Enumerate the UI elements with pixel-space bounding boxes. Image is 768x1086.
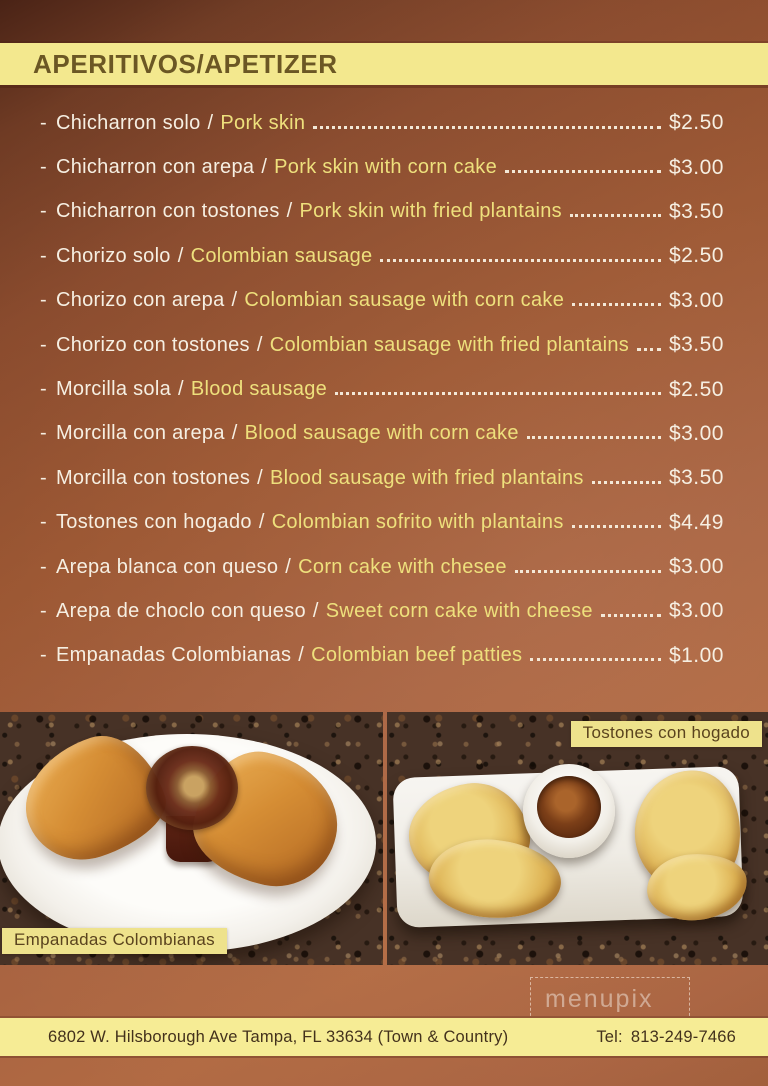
item-dash: - — [40, 378, 47, 401]
item-name-english: Blood sausage with fried plantains — [270, 466, 584, 489]
item-name-english: Blood sausage — [190, 378, 328, 401]
item-separator: / — [231, 422, 238, 445]
item-dash: - — [40, 511, 47, 534]
tel-number: 813-249-7466 — [630, 1027, 736, 1046]
item-name-english: Colombian sofrito with plantains — [271, 511, 564, 534]
dotted-leader — [530, 658, 661, 661]
item-name-spanish: Arepa de choclo con queso — [55, 599, 306, 622]
item-dash: - — [40, 289, 47, 312]
dotted-leader — [570, 214, 661, 217]
dotted-leader — [637, 348, 661, 351]
footer-address: 6802 W. Hilsborough Ave Tampa, FL 33634 (Town & Country) — [48, 1027, 509, 1046]
dotted-leader — [601, 614, 661, 617]
item-price: $3.00 — [668, 155, 724, 179]
dotted-leader — [592, 481, 661, 484]
item-dash: - — [40, 644, 47, 667]
item-price: $3.00 — [668, 421, 724, 445]
item-separator: / — [207, 111, 214, 134]
item-price: $3.00 — [668, 288, 724, 312]
item-separator: / — [298, 644, 305, 667]
item-price: $3.50 — [668, 466, 724, 490]
item-separator: / — [258, 511, 265, 534]
item-price: $2.50 — [668, 377, 724, 401]
menupix-watermark — [530, 977, 690, 1021]
watermark-text: menupix — [545, 985, 654, 1013]
footer — [0, 1018, 768, 1056]
photo-empanadas — [0, 712, 383, 965]
menu-item-row — [40, 279, 724, 323]
item-dash: - — [40, 244, 47, 267]
menu-item-row — [40, 323, 724, 367]
item-name-spanish: Chorizo con tostones — [55, 333, 250, 356]
item-price: $2.50 — [668, 111, 724, 135]
menu-item-row — [40, 234, 724, 278]
item-name-spanish: Morcilla con arepa — [55, 422, 225, 445]
dotted-leader — [572, 303, 661, 306]
dotted-leader — [572, 525, 661, 528]
item-price: $2.50 — [668, 244, 724, 268]
item-separator: / — [312, 599, 319, 622]
dotted-leader — [313, 126, 661, 129]
dotted-leader — [505, 170, 661, 173]
item-price: $3.00 — [668, 555, 724, 579]
item-name-english: Colombian sausage with corn cake — [244, 289, 565, 312]
item-name-english: Pork skin with corn cake — [274, 156, 498, 179]
item-name-spanish: Arepa blanca con queso — [55, 555, 279, 578]
item-name-spanish: Chicharron solo — [55, 111, 201, 134]
item-name-english: Pork skin with fried plantains — [299, 200, 562, 223]
item-dash: - — [40, 200, 47, 223]
photo-tostones — [387, 712, 768, 965]
menu-item-row — [40, 589, 724, 633]
photo-label-empanadas: Empanadas Colombianas — [2, 928, 227, 954]
item-name-spanish: Empanadas Colombianas — [55, 644, 292, 667]
section-header — [0, 43, 768, 85]
section-title: APERITIVOS/APETIZER — [33, 48, 338, 79]
item-name-spanish: Chorizo solo — [55, 244, 171, 267]
sauce-cup — [146, 746, 238, 830]
item-name-english: Sweet corn cake with cheese — [325, 599, 593, 622]
item-name-english: Colombian sausage with fried plantains — [269, 333, 630, 356]
item-name-english: Colombian beef patties — [311, 644, 523, 667]
item-price: $1.00 — [668, 643, 724, 667]
dotted-leader — [527, 436, 661, 439]
item-dash: - — [40, 422, 47, 445]
item-separator: / — [178, 378, 184, 401]
item-dash: - — [40, 333, 47, 356]
item-dash: - — [40, 466, 47, 489]
item-name-english: Colombian sausage — [190, 244, 373, 267]
item-dash: - — [40, 111, 47, 134]
menu-item-row — [40, 101, 724, 145]
menu-item-row — [40, 545, 724, 589]
dotted-leader — [380, 259, 660, 262]
item-name-spanish: Morcilla sola — [55, 378, 172, 401]
item-separator: / — [256, 333, 263, 356]
item-price: $3.50 — [668, 199, 724, 223]
menu-item-row — [40, 412, 724, 456]
item-price: $4.49 — [668, 510, 724, 534]
menu-item-row — [40, 456, 724, 500]
dotted-leader — [335, 392, 661, 395]
item-separator: / — [231, 289, 238, 312]
item-name-spanish: Chorizo con arepa — [55, 289, 225, 312]
tel-label: Tel: — [596, 1027, 623, 1046]
item-separator: / — [285, 555, 292, 578]
footer-telephone — [596, 1028, 736, 1047]
item-separator: / — [286, 200, 293, 223]
item-name-english: Pork skin — [220, 111, 306, 134]
menu-item-row — [40, 145, 724, 189]
item-name-english: Blood sausage with corn cake — [244, 422, 519, 445]
menu-item-row — [40, 190, 724, 234]
menu-item-row — [40, 501, 724, 545]
item-dash: - — [40, 156, 47, 179]
item-price: $3.00 — [668, 599, 724, 623]
sofrito-sauce — [537, 776, 601, 838]
dotted-leader — [515, 570, 661, 573]
item-name-spanish: Morcilla con tostones — [55, 466, 251, 489]
menu-item-row — [40, 634, 724, 678]
item-name-spanish: Chicharron con tostones — [55, 200, 280, 223]
item-separator: / — [257, 466, 263, 489]
item-dash: - — [40, 555, 47, 578]
item-name-english: Corn cake with chesee — [298, 555, 507, 578]
photo-label-tostones: Tostones con hogado — [571, 721, 762, 747]
item-name-spanish: Tostones con hogado — [55, 511, 252, 534]
item-name-spanish: Chicharron con arepa — [55, 156, 255, 179]
menu-item-row — [40, 367, 724, 411]
item-dash: - — [40, 599, 47, 622]
item-separator: / — [177, 244, 184, 267]
item-separator: / — [261, 156, 268, 179]
item-price: $3.50 — [668, 333, 724, 357]
menu-list — [40, 101, 724, 678]
